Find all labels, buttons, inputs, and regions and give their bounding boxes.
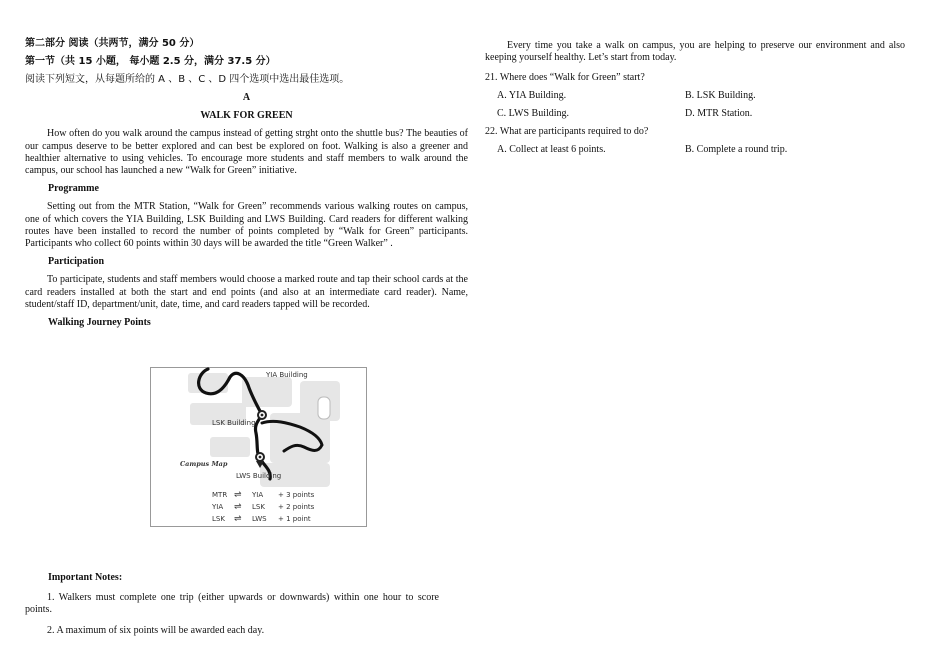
question-21: 21. Where does “Walk for Green” start? xyxy=(485,72,645,84)
legend-arrow-3: ⇌ xyxy=(234,514,242,524)
legend-arrow-2: ⇌ xyxy=(234,502,242,512)
legend-points-2: + 2 points xyxy=(278,503,315,511)
question-22: 22. What are participants required to do? xyxy=(485,126,649,138)
lsk-building-label: LSK Building xyxy=(212,419,256,427)
question-22-options-row1 xyxy=(485,144,905,156)
legend-from-3: LSK xyxy=(212,515,225,523)
instruction: 阅读下列短文，从每题所给的 A 、B 、C 、D 四个选项中选出最佳选项。 xyxy=(25,74,350,85)
legend-points-1: + 3 points xyxy=(278,491,315,499)
closing-paragraph: Every time you take a walk on campus, you are helping to preserve our environment and also keeping yourself healthy. Let’s start from today. xyxy=(485,40,905,64)
passage-title: WALK FOR GREEN xyxy=(200,110,293,122)
passage-letter: A xyxy=(242,92,251,103)
heading-programme: Programme xyxy=(48,183,99,195)
paragraph-2: Setting out from the MTR Station, “Walk for Green” recommends various walking routes on campus, one of which covers the YIA Building, LSK Building and LWS Building. Card readers for different walking routes have been installed to record the number of points completed by “Walk for Green” participants. Participants who collect 60 points within 30 days will be awarded the title “Green Walker” . xyxy=(25,201,468,250)
q22-option-a: A. Collect at least 6 points. xyxy=(497,144,606,156)
q21-option-a: A. YIA Building. xyxy=(497,90,567,102)
heading-participation: Participation xyxy=(48,256,105,268)
q22-option-b: B. Complete a round trip. xyxy=(685,144,788,156)
paragraph-1: How often do you walk around the campus instead of getting strght onto the shuttle bus? The beauties of our campus deserve to be better explored and can best be explored on foot. Walking is also a greener and healthier alternative to using vehicles. To encourage more students and staff members to walk around the campus, our school has launched a new “Walk for Green” initiative. xyxy=(25,128,468,177)
note-2: 2. A maximum of six points will be awarded each day. xyxy=(47,624,265,636)
heading-walking-points: Walking Journey Points xyxy=(48,317,151,329)
yia-building-label: YIA Building xyxy=(266,371,308,379)
heading-important-notes: Important Notes: xyxy=(48,572,123,583)
section-title: 第二部分 阅读（共两节，满分 50 分） xyxy=(25,38,200,49)
notes-section xyxy=(25,572,468,637)
campus-map-label: Campus Map xyxy=(180,460,228,468)
campus-map-figure xyxy=(150,367,367,527)
legend-to-3: LWS xyxy=(252,515,267,523)
legend-points-3: + 1 point xyxy=(278,515,311,523)
legend-from-2: YIA xyxy=(212,503,224,511)
question-21-options-row2 xyxy=(485,108,905,120)
q21-option-b: B. LSK Building. xyxy=(685,90,756,102)
question-21-options-row1 xyxy=(485,90,905,102)
legend-from-1: MTR xyxy=(212,491,228,499)
note-1: 1. Walkers must complete one trip (either upwards or downwards) within one hour to score points. xyxy=(25,592,439,616)
paragraph-3: To participate, students and staff members would choose a marked route and tap their school cards at the card readers installed at both the start and end points (and also at an intermediate card reader). Name, student/staff ID, department/unit, date, time, and card readers tapped will be recorded. xyxy=(25,274,468,310)
left-column xyxy=(25,38,468,329)
legend-to-2: LSK xyxy=(252,503,265,511)
lws-building-label: LWS Building xyxy=(236,472,282,480)
campus-map-image xyxy=(150,367,367,527)
legend-arrow-1: ⇌ xyxy=(234,490,242,500)
q21-option-c: C. LWS Building. xyxy=(497,108,570,120)
q21-option-d: D. MTR Station. xyxy=(685,108,753,120)
right-column xyxy=(485,40,905,156)
legend-to-1: YIA xyxy=(252,491,264,499)
subsection-title: 第一节（共 15 小题， 每小题 2.5 分，满分 37.5 分） xyxy=(25,56,276,67)
